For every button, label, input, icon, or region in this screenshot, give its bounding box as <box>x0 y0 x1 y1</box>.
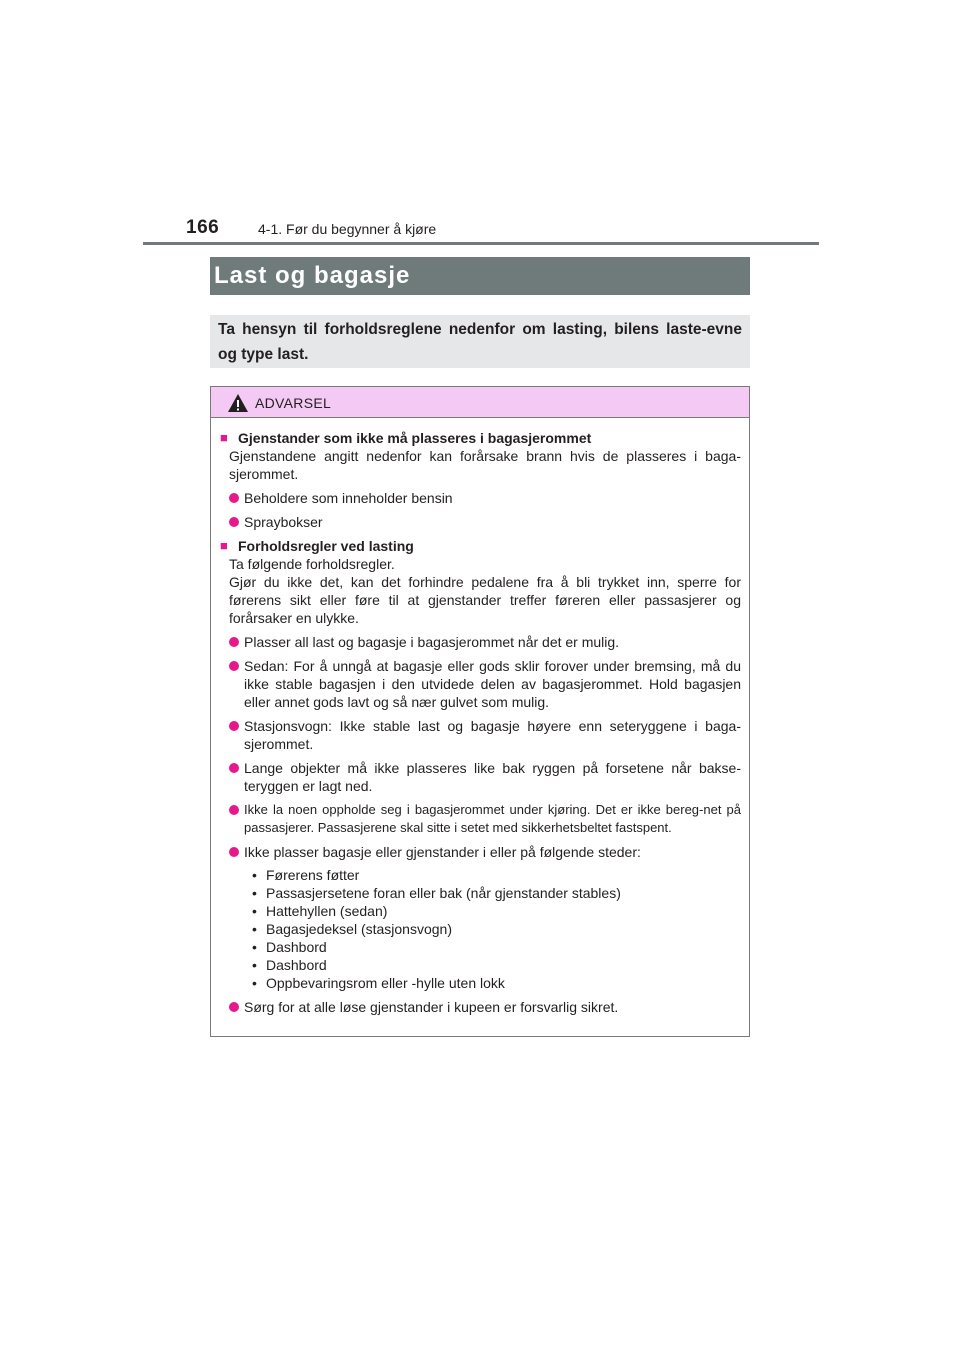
sub-list-item-text: Dashbord <box>266 939 327 955</box>
bullet-dot-icon <box>229 763 239 773</box>
bullet-dot-icon <box>229 847 239 857</box>
sub-bullet-mark: • <box>252 939 257 955</box>
sub-list-item-text: Hattehyllen (sedan) <box>266 903 388 919</box>
bullet-dot-icon <box>229 493 239 503</box>
list-item <box>229 489 741 507</box>
warning-section <box>220 429 741 531</box>
list-item <box>229 633 741 651</box>
sub-list-item <box>252 956 741 974</box>
list-item <box>229 717 741 753</box>
list-item-text: Ikke la noen oppholde seg i bagasjerommet under kjøring. Det er ikke bereg-net på passasjerer. Passasjerene skal sitte i setet med sikkerhetsbeltet fastspent. <box>244 802 741 835</box>
header-rule <box>143 242 819 245</box>
list-item <box>229 998 741 1016</box>
list-item <box>229 801 741 837</box>
list-item <box>229 843 741 861</box>
intro-box: Ta hensyn til forholdsreglene nedenfor om lasting, bilens laste-evne og type last. <box>210 315 750 368</box>
sub-bullet-mark: • <box>252 885 257 901</box>
list-item <box>229 759 741 795</box>
bullet-dot-icon <box>229 805 239 815</box>
section-title-text: Gjenstander som ikke må plasseres i bagasjerommet <box>238 430 592 446</box>
sub-list-item-text: Førerens føtter <box>266 867 360 883</box>
list-item-text: Spraybokser <box>244 514 323 530</box>
warning-header <box>211 387 749 418</box>
sub-list-item-text: Dashbord <box>266 957 327 973</box>
bullet-dot-icon <box>229 517 239 527</box>
warning-box <box>210 386 750 1037</box>
sub-list-item <box>252 884 741 902</box>
sub-list-item <box>252 866 741 884</box>
bullet-dot-icon <box>229 1002 239 1012</box>
section-title <box>220 429 741 447</box>
square-bullet-icon: ■ <box>220 430 228 445</box>
list-item-text: Lange objekter må ikke plasseres like bak ryggen på forsetene når bakse-teryggen er lagt ned. <box>244 760 741 794</box>
list-item-text: Sedan: For å unngå at bagasje eller gods sklir forover under bremsing, må du ikke stable bagasjen i den utvidede delen av bagasjerommet. Hold bagasjen eller annet gods lavt og så nær gulvet som mulig. <box>244 658 741 710</box>
list-item-text: Sørg for at alle løse gjenstander i kupeen er forsvarlig sikret. <box>244 999 619 1015</box>
sub-bullet-mark: • <box>252 957 257 973</box>
bullet-dot-icon <box>229 637 239 647</box>
section-title-text: Forholdsregler ved lasting <box>238 538 414 554</box>
sub-bullet-mark: • <box>252 975 257 991</box>
list-item-text: Beholdere som inneholder bensin <box>244 490 453 506</box>
page-title: Last og bagasje <box>210 257 750 295</box>
sub-list-item <box>252 902 741 920</box>
bullet-dot-icon <box>229 661 239 671</box>
page-number: 166 <box>186 217 220 238</box>
list-item <box>229 657 741 711</box>
sub-bullet-mark: • <box>252 921 257 937</box>
list-item <box>229 513 741 531</box>
warning-section <box>220 537 741 1016</box>
section-title <box>220 537 741 555</box>
bullet-dot-icon <box>229 721 239 731</box>
sub-list-item <box>252 974 741 992</box>
list-item-text: Stasjonsvogn: Ikke stable last og bagasje høyere enn seteryggene i baga-sjerommet. <box>244 718 741 752</box>
warning-label: ADVARSEL <box>255 395 332 411</box>
warning-triangle-icon <box>227 393 249 413</box>
sub-list-item-text: Passasjersetene foran eller bak (når gjenstander stables) <box>266 885 621 901</box>
list-item-text: Ikke plasser bagasje eller gjenstander i eller på følgende steder: <box>244 844 641 860</box>
square-bullet-icon: ■ <box>220 538 228 553</box>
section-description: Gjør du ikke det, kan det forhindre pedalene fra å bli trykket inn, sperre for førerens sikt eller føre til at gjenstander treffer føreren eller passasjerer og forårsaker en ulykke. <box>229 574 741 626</box>
section-description: Ta følgende forholdsregler. <box>229 556 395 572</box>
sub-list-item-text: Oppbevaringsrom eller -hylle uten lokk <box>266 975 505 991</box>
list-item-text: Plasser all last og bagasje i bagasjerommet når det er mulig. <box>244 634 620 650</box>
sub-bullet-mark: • <box>252 867 257 883</box>
section-description: Gjenstandene angitt nedenfor kan forårsake brann hvis de plasseres i baga-sjerommet. <box>229 448 741 482</box>
chapter-heading: 4-1. Før du begynner å kjøre <box>258 221 437 237</box>
sub-list-item <box>252 938 741 956</box>
sub-list <box>252 866 741 992</box>
warning-body <box>211 418 749 1016</box>
sub-list-item-text: Bagasjedeksel (stasjonsvogn) <box>266 921 452 937</box>
sub-bullet-mark: • <box>252 903 257 919</box>
sub-list-item <box>252 920 741 938</box>
